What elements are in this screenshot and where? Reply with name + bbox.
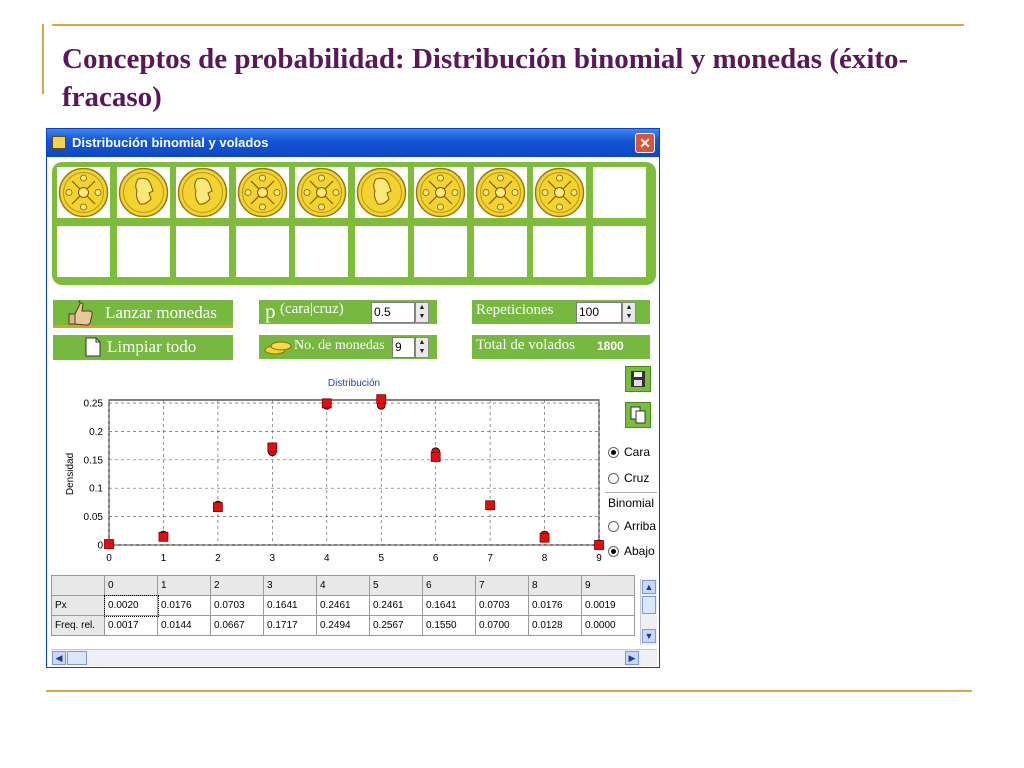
- repeticiones-value-input[interactable]: 100: [576, 302, 622, 323]
- total-volados-panel: [472, 335, 650, 359]
- x-tick-label: 8: [541, 553, 548, 564]
- table-cell[interactable]: 0.0703: [211, 596, 264, 616]
- coin-slot: [295, 226, 348, 277]
- table-header-row: [52, 576, 635, 596]
- coin-slot: [355, 167, 408, 218]
- table-cell[interactable]: 0.2461: [370, 596, 423, 616]
- x-tick-label: 3: [269, 553, 276, 564]
- coin-slot: [414, 167, 467, 218]
- table-cell[interactable]: 0.0128: [529, 616, 582, 636]
- x-tick-label: 0: [106, 553, 112, 564]
- y-tick-label: 0.25: [83, 398, 103, 410]
- coin-panel: [52, 162, 656, 285]
- limpiar-todo-button[interactable]: [53, 335, 233, 360]
- table-row: [52, 596, 635, 616]
- close-button[interactable]: ✕: [635, 133, 655, 153]
- table-cell[interactable]: 0.0144: [158, 616, 211, 636]
- monedas-panel: [259, 335, 437, 359]
- radio-cara[interactable]: [608, 445, 650, 459]
- coin-tails-icon: [58, 167, 109, 218]
- table-cell[interactable]: 0.0703: [476, 596, 529, 616]
- freq-rel-point: [268, 443, 277, 452]
- x-tick-label: 7: [487, 553, 493, 564]
- horizontal-scroll-thumb[interactable]: [67, 651, 87, 665]
- table-column-header: 2: [211, 576, 264, 596]
- table-column-header: 9: [582, 576, 635, 596]
- data-grid[interactable]: [51, 575, 657, 647]
- table-cell[interactable]: 0.2494: [317, 616, 370, 636]
- p-sub-label: (cara|cruz): [280, 301, 344, 317]
- slide-title: Conceptos de probabilidad: Distribución binomial y monedas (éxito-fracaso): [62, 43, 909, 113]
- radio-abajo-label: Abajo: [624, 544, 655, 558]
- limpiar-todo-label: Limpiar todo: [107, 337, 197, 356]
- coin-tails-icon: [475, 167, 526, 218]
- table-column-header: 6: [423, 576, 476, 596]
- repeticiones-panel: [472, 300, 650, 324]
- x-tick-label: 1: [160, 553, 167, 564]
- table-column-header: 4: [317, 576, 370, 596]
- radio-cara-indicator[interactable]: [608, 447, 619, 458]
- radio-cruz-label: Cruz: [624, 471, 650, 485]
- total-volados-label: Total de volados: [476, 337, 575, 353]
- freq-rel-point: [322, 399, 331, 408]
- window-titlebar[interactable]: [47, 129, 659, 157]
- coin-tails-icon: [415, 167, 466, 218]
- table-row-header: Freq. rel.: [52, 616, 105, 636]
- lanzar-monedas-label: Lanzar monedas: [105, 303, 217, 322]
- binomial-group-label: Binomial: [608, 496, 655, 510]
- table-cell[interactable]: 0.0667: [211, 616, 264, 636]
- monedas-spinner-buttons[interactable]: ▲ ▼: [415, 337, 429, 358]
- table-cell[interactable]: 0.0020: [105, 596, 158, 616]
- slide-bottom-rule: [46, 690, 972, 692]
- coin-tails-icon: [296, 167, 347, 218]
- x-tick-label: 9: [596, 553, 602, 564]
- coin-slot: [533, 167, 586, 218]
- freq-rel-point: [540, 533, 549, 542]
- distribution-chart: [51, 373, 611, 573]
- scroll-up-button[interactable]: ▲: [642, 580, 656, 594]
- radio-arriba-indicator[interactable]: [608, 521, 619, 532]
- horizontal-scrollbar[interactable]: [51, 649, 657, 666]
- coin-slot: [593, 167, 646, 218]
- freq-rel-point: [486, 501, 495, 510]
- monedas-label: No. de monedas: [294, 338, 385, 353]
- freq-rel-point: [159, 532, 168, 541]
- coin-slot: [57, 167, 110, 218]
- scroll-right-button[interactable]: ▶: [625, 651, 639, 665]
- table-cell[interactable]: 0.1717: [264, 616, 317, 636]
- table-row-header: Px: [52, 596, 105, 616]
- coin-slot: [355, 226, 408, 277]
- radio-abajo-indicator[interactable]: [608, 546, 619, 557]
- lanzar-monedas-button[interactable]: [53, 300, 233, 328]
- binomial-group-divider: [605, 492, 657, 493]
- vertical-scrollbar[interactable]: [640, 579, 657, 645]
- coin-slot: [236, 167, 289, 218]
- coin-slot: [533, 226, 586, 277]
- p-label: p: [265, 299, 276, 323]
- table-column-header: 8: [529, 576, 582, 596]
- plot-frame: [109, 400, 599, 545]
- y-tick-label: 0.05: [83, 512, 103, 524]
- table-cell[interactable]: 0.0176: [529, 596, 582, 616]
- table-cell[interactable]: 0.2461: [317, 596, 370, 616]
- repeticiones-spinner-buttons[interactable]: ▲ ▼: [622, 302, 636, 323]
- slide-left-rule: [42, 24, 44, 94]
- copy-button[interactable]: [625, 402, 651, 428]
- table-column-header: 5: [370, 576, 423, 596]
- table-column-header: [52, 576, 105, 596]
- radio-abajo[interactable]: [608, 544, 655, 558]
- table-column-header: 1: [158, 576, 211, 596]
- x-tick-label: 2: [215, 553, 221, 564]
- freq-rel-point: [595, 541, 604, 550]
- window-title: Distribución binomial y volados: [72, 135, 269, 150]
- app-window: [46, 128, 660, 668]
- radio-cara-label: Cara: [624, 445, 651, 459]
- table-column-header: 7: [476, 576, 529, 596]
- y-axis-label: Densidad: [65, 452, 76, 496]
- coin-slot: [176, 167, 229, 218]
- data-table: [51, 575, 635, 636]
- total-volados-value: 1800: [597, 339, 624, 353]
- x-tick-label: 4: [323, 553, 330, 564]
- coin-tails-icon: [534, 167, 585, 218]
- table-column-header: 3: [264, 576, 317, 596]
- table-column-header: 0: [105, 576, 158, 596]
- y-tick-label: 0.2: [89, 426, 103, 438]
- table-cell[interactable]: 0.1641: [423, 596, 476, 616]
- y-tick-label: 0.15: [83, 455, 103, 467]
- coin-tails-icon: [237, 167, 288, 218]
- radio-arriba-label: Arriba: [624, 519, 657, 533]
- table-cell[interactable]: 0.1550: [423, 616, 476, 636]
- scroll-down-button[interactable]: ▼: [642, 629, 656, 643]
- coins-icon: [263, 338, 293, 356]
- coin-slot: [593, 226, 646, 277]
- y-tick-label: 0: [97, 540, 103, 552]
- coin-slot: [474, 226, 527, 277]
- x-tick-label: 6: [432, 553, 439, 564]
- x-tick-label: 5: [378, 553, 385, 564]
- coin-slot: [236, 226, 289, 277]
- copy-pages-icon: [626, 403, 650, 427]
- coin-slot: [414, 226, 467, 277]
- radio-cruz-indicator[interactable]: [608, 473, 619, 484]
- coin-heads-icon: [118, 167, 169, 218]
- coin-slot: [176, 226, 229, 277]
- monedas-value-input[interactable]: 9: [392, 337, 415, 358]
- coin-slot: [117, 226, 170, 277]
- chart-title: Distribución: [327, 378, 381, 389]
- scroll-left-button[interactable]: ◀: [52, 651, 66, 665]
- coin-heads-icon: [356, 167, 407, 218]
- table-cell[interactable]: 0.0176: [158, 596, 211, 616]
- table-cell[interactable]: 0.0000: [582, 616, 635, 636]
- table-cell[interactable]: 0.0017: [105, 616, 158, 636]
- floppy-disk-icon: [626, 367, 650, 391]
- coin-slot: [474, 167, 527, 218]
- repeticiones-label: Repeticiones: [476, 302, 554, 318]
- freq-rel-point: [431, 452, 440, 461]
- p-spinner-buttons[interactable]: ▲ ▼: [415, 302, 429, 323]
- p-cara-cruz-panel: [259, 300, 437, 324]
- coin-slot: [295, 167, 348, 218]
- scroll-thumb[interactable]: [642, 596, 656, 614]
- radio-arriba[interactable]: [608, 519, 656, 533]
- y-tick-label: 0.1: [89, 483, 103, 495]
- freq-rel-point: [105, 540, 114, 549]
- coin-heads-icon: [177, 167, 228, 218]
- freq-rel-point: [213, 503, 222, 512]
- save-button[interactable]: [625, 366, 651, 392]
- thumbs-up-icon: [65, 300, 95, 326]
- coin-slot: [117, 167, 170, 218]
- table-cell[interactable]: 0.0700: [476, 616, 529, 636]
- p-value-input[interactable]: 0.5: [371, 302, 415, 323]
- table-cell[interactable]: 0.1641: [264, 596, 317, 616]
- app-icon: [52, 136, 66, 149]
- slide-top-rule: [52, 24, 964, 26]
- radio-cruz[interactable]: [608, 471, 649, 485]
- coin-slot: [57, 226, 110, 277]
- table-cell[interactable]: 0.2567: [370, 616, 423, 636]
- table-row: [52, 616, 635, 636]
- blank-page-icon: [85, 337, 101, 357]
- table-cell[interactable]: 0.0019: [582, 596, 635, 616]
- freq-rel-point: [377, 395, 386, 404]
